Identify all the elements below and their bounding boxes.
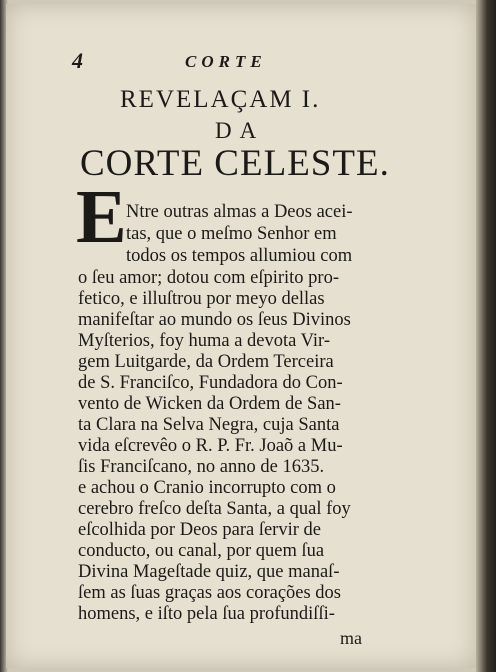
text-line: homens, e iſto pela ſua profundiſſi- [78,604,335,624]
title-line-2: DA [215,118,265,143]
drop-cap: E [76,175,127,259]
text-line: tas, que o meſmo Senhor em [126,224,337,244]
book-gutter [476,0,496,672]
text-line: gem Luitgarde, da Ordem Terceira [78,352,334,372]
title-line-1: REVELAÇAM I. [120,86,321,113]
text-line: ſem as ſuas graças aos corações dos [78,583,342,603]
text-line: conducto, ou canal, por quem ſua [78,541,325,561]
running-title: CORTE [185,52,267,71]
text-line: ſis Franciſcano, no anno de 1635. [78,457,325,477]
text-line: vida eſcrevêo o R. P. Fr. Joaõ a Mu- [78,436,343,456]
text-line: todos os tempos allumiou com [126,246,353,266]
text-line: de S. Franciſco, Fundadora do Con- [78,373,343,393]
text-line: manifeſtar ao mundo os ſeus Divinos [78,310,351,330]
page-number: 4 [72,48,83,73]
text-line: vento de Wicken da Ordem de San- [78,394,341,414]
catchword: ma [340,628,362,648]
text-line: cerebro freſco deſta Santa, a qual foy [78,499,351,519]
text-line: Myſterios, foy huma a devota Vir- [78,331,330,351]
text-line: Divina Mageſtade quiz, que manaſ- [78,562,340,582]
text-line: eſcolhida por Deos para ſervir de [78,520,321,540]
text-line: fetico, e illuſtrou por meyo dellas [78,289,325,309]
text-line: ta Clara na Selva Negra, cuja Santa [78,415,340,435]
text-line: o ſeu amor; dotou com eſpirito pro- [78,268,339,288]
title-line-3: CORTE CELESTE. [80,143,390,184]
text-line: e achou o Cranio incorrupto com o [78,478,336,498]
text-line: Ntre outras almas a Deos acei- [126,202,353,222]
